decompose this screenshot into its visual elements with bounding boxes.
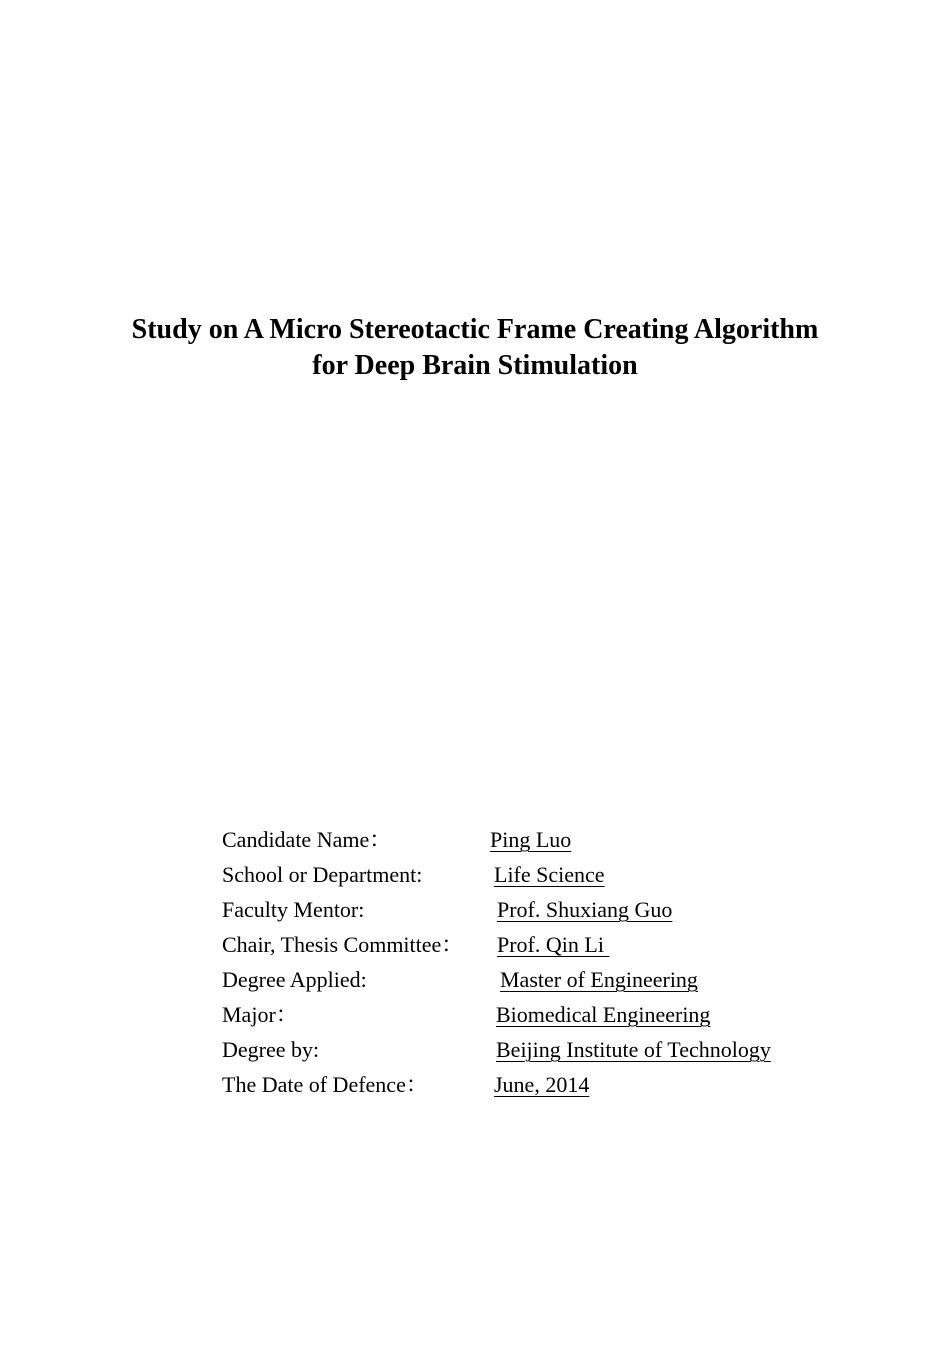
info-value: Master of Engineering xyxy=(500,967,698,992)
info-label: School or Department: xyxy=(222,862,423,887)
info-value: Life Science xyxy=(494,862,605,887)
info-value: Beijing Institute of Technology xyxy=(496,1037,771,1062)
title-line-1: Study on A Micro Stereotactic Frame Creating Algorithm xyxy=(131,314,819,345)
info-value: June, 2014 xyxy=(494,1072,590,1097)
info-label: Degree Applied: xyxy=(222,967,367,992)
thesis-title xyxy=(0,312,950,384)
info-value: Biomedical Engineering xyxy=(496,1002,711,1027)
info-label: Candidate Name： xyxy=(222,827,392,852)
title-line-2: for Deep Brain Stimulation xyxy=(312,350,638,381)
info-label: The Date of Defence： xyxy=(222,1072,428,1097)
info-label: Degree by: xyxy=(222,1037,320,1062)
info-label: Chair, Thesis Committee： xyxy=(222,932,464,957)
info-label: Major： xyxy=(222,1002,298,1027)
info-value: Ping Luo xyxy=(490,827,572,852)
info-value: Prof. Shuxiang Guo xyxy=(497,897,673,922)
info-value: Prof. Qin Li xyxy=(497,932,610,957)
info-label: Faculty Mentor: xyxy=(222,897,365,922)
